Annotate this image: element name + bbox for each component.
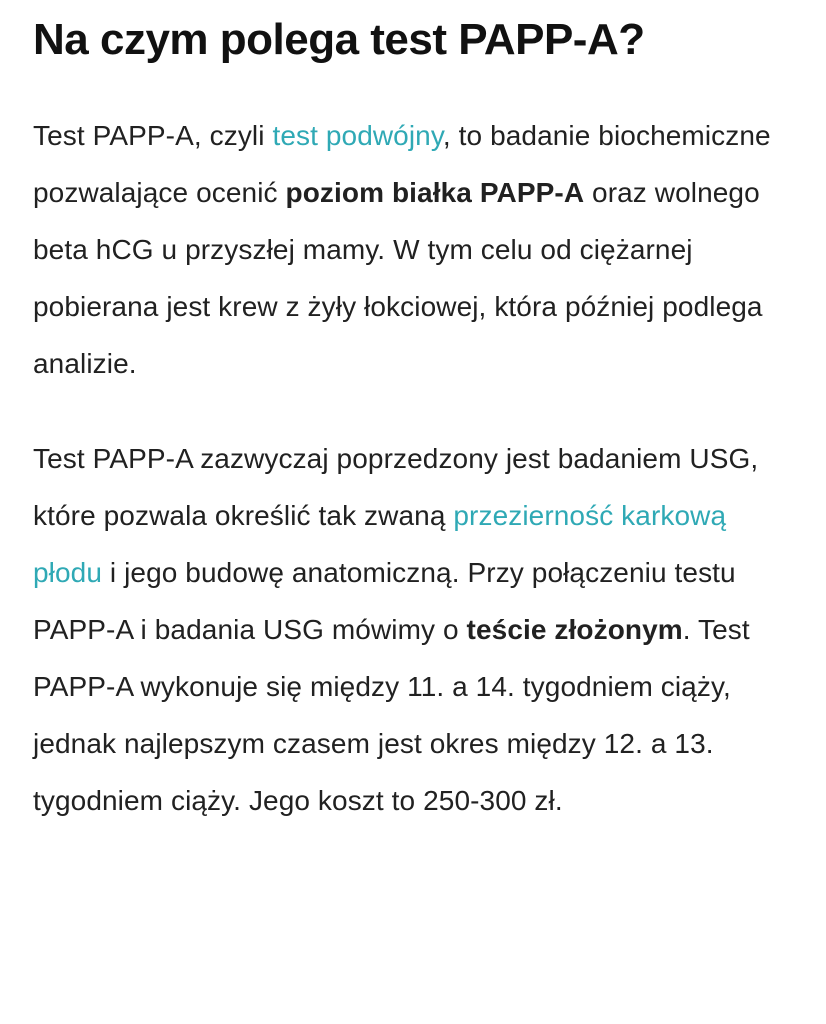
article-body: [33, 107, 793, 829]
paragraph: [33, 430, 793, 829]
bold-text-run: teście złożonym: [466, 613, 683, 645]
page-title: Na czym polega test PAPP-A?: [33, 15, 645, 64]
text-run: , to badanie biochemiczne pozwalające ocenić: [33, 119, 771, 208]
bold-text-run: poziom białka PAPP-A: [285, 176, 585, 208]
text-run: Test PAPP-A zazwyczaj poprzedzony jest badaniem USG, które pozwala określić tak zwaną: [33, 442, 759, 531]
inline-link[interactable]: test podwójny: [272, 119, 443, 151]
text-run: i jego budowę anatomiczną. Przy połączeniu testu PAPP-A i badania USG mówimy o: [33, 556, 736, 645]
text-run: Test PAPP-A, czyli: [33, 119, 273, 151]
inline-link[interactable]: przezierność karkową płodu: [33, 499, 727, 588]
paragraph: [33, 107, 793, 392]
text-run: . Test PAPP-A wykonuje się między 11. a 14. tygodniem ciąży, jednak najlepszym czasem jest okres między 12. a 13. tygodniem ciąży. Jego koszt to 250-300 zł.: [33, 613, 750, 816]
text-run: oraz wolnego beta hCG u przyszłej mamy. W tym celu od ciężarnej pobierana jest krew z żyły łokciowej, która później podlega analizie.: [33, 176, 763, 379]
